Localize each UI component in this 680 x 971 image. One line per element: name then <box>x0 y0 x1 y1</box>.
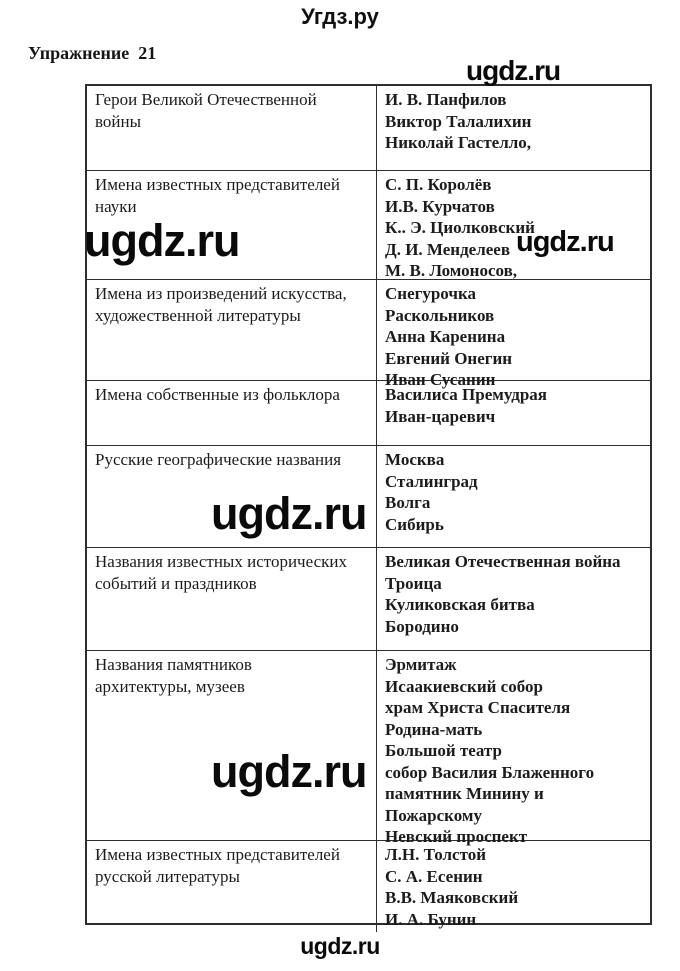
watermark: ugdz.ru <box>466 55 561 86</box>
example-line: И.В. Курчатов <box>385 196 495 216</box>
examples-cell <box>376 86 650 170</box>
table-row <box>87 650 650 846</box>
example-line: Д. И. Менделеев <box>385 239 511 259</box>
exercise-title: Упражнение 21 <box>28 43 157 63</box>
example-line: С. А. Есенин <box>385 866 483 886</box>
category-line: Герои Великой Отечественной <box>95 90 317 109</box>
site-header-title: Угдз.ру <box>301 4 379 29</box>
category-line: событий и праздников <box>95 573 257 593</box>
example-line: Иван-царевич <box>385 406 496 426</box>
example-line: И. А. Бунин <box>385 909 477 929</box>
watermark: ugdz.ru <box>211 488 367 539</box>
example-line: М. В. Ломоносов, <box>385 261 518 280</box>
footer-watermark: ugdz.ru <box>300 933 380 959</box>
category-line: Имена собственные из фольклора <box>95 385 340 404</box>
example-line: Сталинград <box>385 471 478 491</box>
example-line: С. П. Королёв <box>385 175 492 194</box>
example-line: памятник Минину и <box>385 784 544 803</box>
example-line: Большой театр <box>385 741 502 760</box>
example-line: Эрмитаж <box>385 655 457 674</box>
examples-cell <box>376 841 650 932</box>
example-line: Анна Каренина <box>385 327 506 346</box>
example-line: И. В. Панфилов <box>385 90 507 109</box>
example-line: Василиса Премудрая <box>385 385 547 404</box>
category-cell <box>87 548 376 650</box>
example-line: Сибирь <box>385 514 444 534</box>
example-line: В.В. Маяковский <box>385 888 519 907</box>
category-line: художественной литературы <box>95 305 301 325</box>
category-line: русской литературы <box>95 866 240 886</box>
example-line: Виктор Талалихин <box>385 111 532 131</box>
example-line: собор Василия Блаженного <box>385 762 595 782</box>
table-row <box>87 86 650 170</box>
example-line: Великая Отечественная война <box>385 552 621 571</box>
example-line: Волга <box>385 493 431 512</box>
examples-cell <box>376 381 650 445</box>
example-line: Москва <box>385 450 445 469</box>
table-row <box>87 380 650 445</box>
category-line: Названия известных исторических <box>95 552 347 571</box>
category-line: Названия памятников <box>95 655 252 674</box>
category-cell <box>87 86 376 170</box>
table-row <box>87 445 650 547</box>
category-line: архитектуры, музеев <box>95 676 245 696</box>
answer-table <box>85 84 652 929</box>
example-line: Пожарскому <box>385 805 482 825</box>
examples-cell <box>376 280 650 393</box>
category-line: Имена известных представителей <box>95 845 340 864</box>
table-row <box>87 279 650 389</box>
example-line: храм Христа Спасителя <box>385 698 571 717</box>
example-line: Николай Гастелло, <box>385 133 532 152</box>
watermark: ugdz.ru <box>516 226 614 258</box>
examples-cell <box>376 548 650 650</box>
example-line: Снегурочка <box>385 284 476 303</box>
category-cell <box>87 381 376 445</box>
category-line: науки <box>95 196 137 216</box>
example-line: Троица <box>385 573 442 593</box>
example-line: Евгений Онегин <box>385 348 513 368</box>
example-line: Исаакиевский собор <box>385 676 543 696</box>
example-line: Бородино <box>385 616 459 636</box>
example-line: Иван Сусанин <box>385 370 496 389</box>
category-cell <box>87 841 376 932</box>
examples-cell <box>376 446 650 547</box>
category-line: Русские географические названия <box>95 450 342 469</box>
example-line: Родина-мать <box>385 719 483 739</box>
watermark: ugdz.ru <box>211 746 367 797</box>
example-line: К.. Э. Циолковский <box>385 218 535 237</box>
category-line: войны <box>95 111 142 131</box>
table-row <box>87 840 650 929</box>
table-row <box>87 547 650 650</box>
category-line: Имена из произведений искусства, <box>95 284 347 303</box>
example-line: Невский проспект <box>385 827 528 846</box>
example-line: Раскольников <box>385 305 495 325</box>
example-line: Куликовская битва <box>385 595 535 614</box>
watermark: ugdz.ru <box>84 215 240 266</box>
category-cell <box>87 280 376 393</box>
example-line: Л.Н. Толстой <box>385 845 486 864</box>
examples-cell <box>376 651 650 850</box>
category-line: Имена известных представителей <box>95 175 340 194</box>
